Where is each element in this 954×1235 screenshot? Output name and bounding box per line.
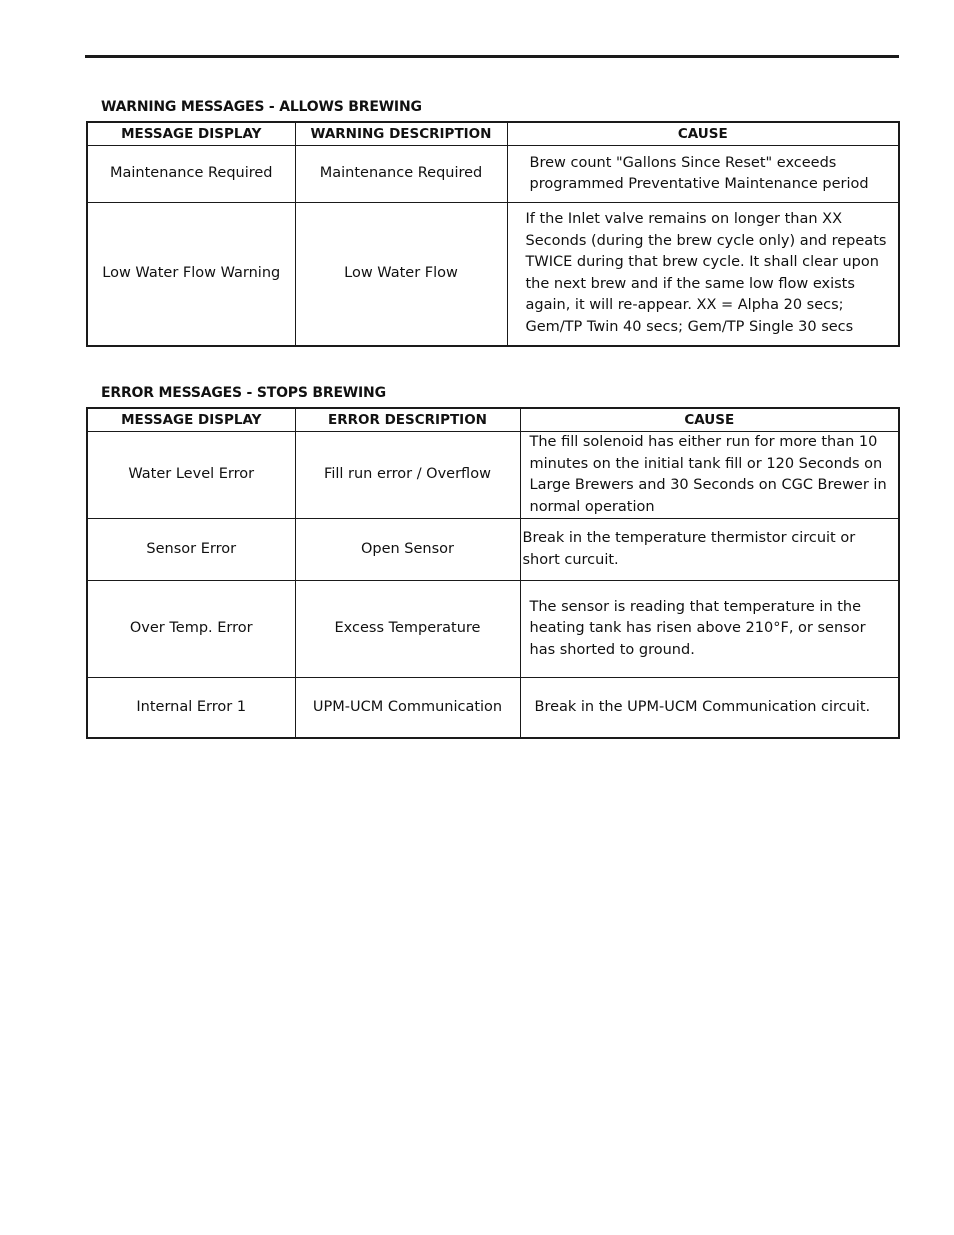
column-header-cause: CAUSE [507, 122, 899, 146]
message-display-cell: Over Temp. Error [87, 581, 295, 678]
column-header-error-description: ERROR DESCRIPTION [295, 408, 520, 432]
message-display-cell: Water Level Error [87, 432, 295, 519]
column-header-cause: CAUSE [520, 408, 899, 432]
cause-cell [520, 678, 899, 738]
description-cell: Maintenance Required [295, 146, 507, 203]
column-header-message-display: MESSAGE DISPLAY [87, 408, 295, 432]
message-display-cell: Internal Error 1 [87, 678, 295, 738]
table-row [87, 678, 899, 738]
warning-messages-title: WARNING MESSAGES - ALLOWS BREWING [101, 99, 422, 115]
warning-messages-table [86, 121, 900, 347]
description-cell: UPM-UCM Communication [295, 678, 520, 738]
description-cell: Fill run error / Overflow [295, 432, 520, 519]
column-header-message-display: MESSAGE DISPLAY [87, 122, 295, 146]
cause-text: Brew count "Gallons Since Reset" exceeds programmed Preventative Maintenance period [529, 154, 869, 192]
cause-text: Break in the UPM-UCM Communication circuit. [534, 698, 871, 715]
table-row [87, 203, 899, 346]
cause-cell [520, 581, 899, 678]
cause-cell [520, 519, 899, 581]
cause-text: Break in the temperature thermistor circuit or short curcuit. [522, 530, 856, 568]
cause-text: The fill solenoid has either run for more than 10 minutes on the initial tank fill or 120 Seconds on Large Brewers and 30 Seconds on CGC Brewer in normal operation [529, 434, 887, 515]
table-header-row [87, 408, 899, 432]
top-divider-rule [85, 55, 899, 58]
error-messages-table [86, 407, 900, 739]
description-cell: Excess Temperature [295, 581, 520, 678]
column-header-warning-description: WARNING DESCRIPTION [295, 122, 507, 146]
table-row [87, 146, 899, 203]
table-header-row [87, 122, 899, 146]
cause-text: The sensor is reading that temperature in the heating tank has risen above 210°F, or sensor has shorted to ground. [529, 598, 866, 658]
cause-cell [507, 146, 899, 203]
message-display-cell: Maintenance Required [87, 146, 295, 203]
cause-text: If the Inlet valve remains on longer than XX Seconds (during the brew cycle only) and repeats TWICE during that brew cycle. It shall clear upon the next brew and if the same low flow exists again, it will re-appear. XX = Alpha 20 secs; Gem/TP Twin 40 secs; Gem/TP Single 30 secs [525, 211, 887, 335]
description-cell: Low Water Flow [295, 203, 507, 346]
description-cell: Open Sensor [295, 519, 520, 581]
message-display-cell: Low Water Flow Warning [87, 203, 295, 346]
table-row [87, 519, 899, 581]
table-row [87, 581, 899, 678]
table-row [87, 432, 899, 519]
cause-cell [520, 432, 899, 519]
cause-cell [507, 203, 899, 346]
message-display-cell: Sensor Error [87, 519, 295, 581]
error-messages-title: ERROR MESSAGES - STOPS BREWING [101, 385, 386, 401]
